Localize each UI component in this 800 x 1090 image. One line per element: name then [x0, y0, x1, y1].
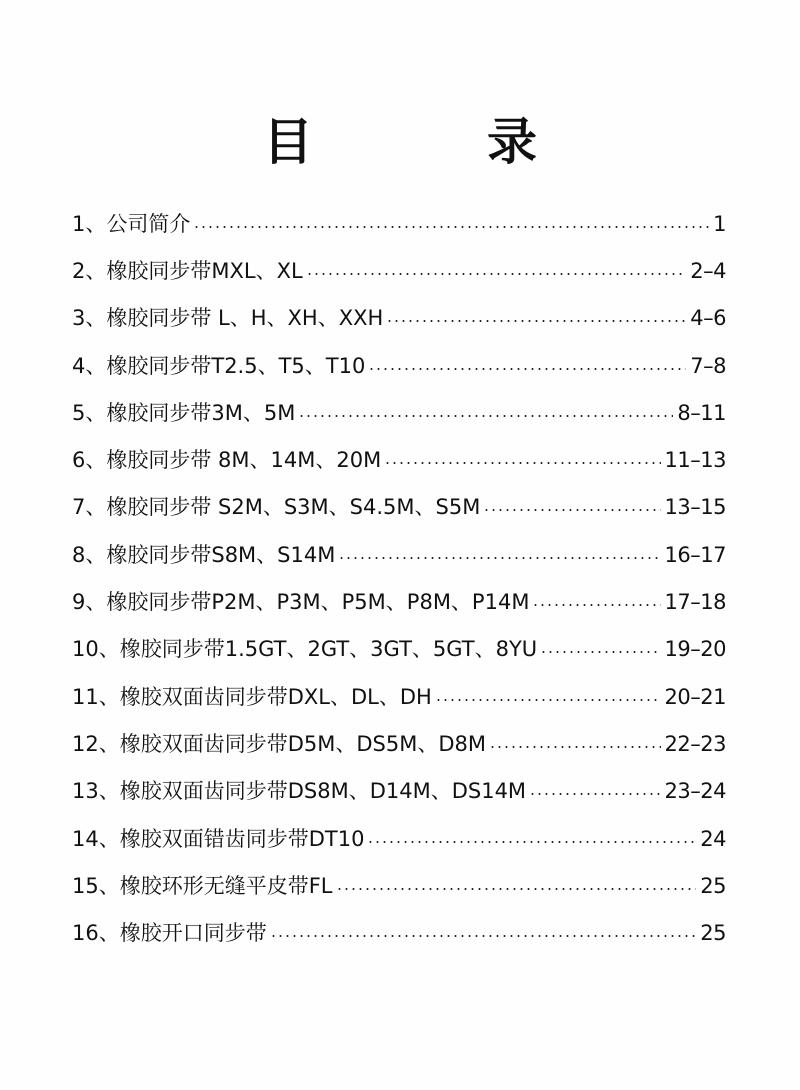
toc-entry-page: 8–11 [677, 400, 726, 425]
toc-entry-page: 19–20 [664, 637, 726, 662]
toc-entry-title: 2、橡胶同步带MXL、XL [72, 258, 303, 283]
toc-entry [72, 768, 726, 815]
toc-entry [72, 909, 726, 956]
toc-entry-page: 17–18 [664, 590, 726, 615]
toc-entry [72, 389, 726, 436]
toc-entry-title: 9、橡胶同步带P2M、P3M、P5M、P8M、P14M [72, 590, 530, 615]
dot-leader [367, 841, 696, 843]
toc-entry-page: 7–8 [690, 353, 726, 378]
toc-entry-title: 15、橡胶环形无缝平皮带FL [72, 873, 333, 898]
toc-entry-page: 23–24 [664, 779, 726, 804]
toc-entry [72, 815, 726, 862]
toc-entry-page: 16–17 [664, 542, 726, 567]
dot-leader [529, 793, 660, 795]
table-of-contents [72, 200, 726, 957]
toc-entry [72, 295, 726, 342]
dot-leader [338, 557, 660, 559]
toc-entry-page: 22–23 [664, 731, 726, 756]
dot-leader [306, 273, 687, 275]
toc-entry [72, 578, 726, 625]
dot-leader [298, 415, 673, 417]
page-title: 目 录 [263, 112, 599, 171]
toc-entry [72, 531, 726, 578]
dot-leader [384, 462, 660, 464]
toc-entry [72, 200, 726, 247]
toc-entry-page: 24 [700, 826, 726, 851]
toc-entry [72, 247, 726, 294]
toc-entry-title: 13、橡胶双面齿同步带DS8M、D14M、DS14M [72, 779, 527, 804]
toc-entry-title: 12、橡胶双面齿同步带D5M、DS5M、D8M [72, 731, 487, 756]
toc-entry-page: 25 [700, 873, 726, 898]
toc-entry-title: 11、橡胶双面齿同步带DXL、DL、DH [72, 684, 432, 709]
dot-leader [483, 509, 660, 511]
toc-entry [72, 484, 726, 531]
toc-entry-page: 11–13 [664, 448, 726, 473]
toc-entry-title: 14、橡胶双面错齿同步带DT10 [72, 826, 365, 851]
toc-entry-title: 7、橡胶同步带 S2M、S3M、S4.5M、S5M [72, 495, 481, 520]
dot-leader [540, 651, 660, 653]
toc-entry-title: 4、橡胶同步带T2.5、T5、T10 [72, 353, 366, 378]
toc-entry-title: 5、橡胶同步带3M、5M [72, 400, 296, 425]
toc-entry-page: 2–4 [690, 258, 726, 283]
dot-leader [336, 888, 697, 890]
toc-entry [72, 342, 726, 389]
dot-leader [368, 368, 686, 370]
toc-entry-page: 25 [700, 921, 726, 946]
toc-entry-page: 1 [713, 211, 726, 236]
dot-leader [386, 320, 686, 322]
dot-leader [435, 699, 661, 701]
toc-entry [72, 436, 726, 483]
dot-leader [532, 604, 660, 606]
toc-entry-title: 16、橡胶开口同步带 [72, 921, 267, 946]
toc-entry-title: 3、橡胶同步带 L、H、XH、XXH [72, 306, 384, 331]
toc-entry-title: 8、橡胶同步带S8M、S14M [72, 542, 336, 567]
dot-leader [193, 226, 709, 228]
toc-entry [72, 720, 726, 767]
dot-leader [270, 935, 697, 937]
toc-entry-title: 6、橡胶同步带 8M、14M、20M [72, 448, 382, 473]
toc-entry-page: 13–15 [664, 495, 726, 520]
toc-entry-page: 20–21 [664, 684, 726, 709]
toc-entry-title: 10、橡胶同步带1.5GT、2GT、3GT、5GT、8YU [72, 637, 538, 662]
toc-entry-title: 1、公司简介 [72, 211, 191, 236]
toc-entry-page: 4–6 [690, 306, 726, 331]
toc-entry [72, 626, 726, 673]
toc-entry [72, 673, 726, 720]
toc-entry [72, 862, 726, 909]
dot-leader [489, 746, 661, 748]
